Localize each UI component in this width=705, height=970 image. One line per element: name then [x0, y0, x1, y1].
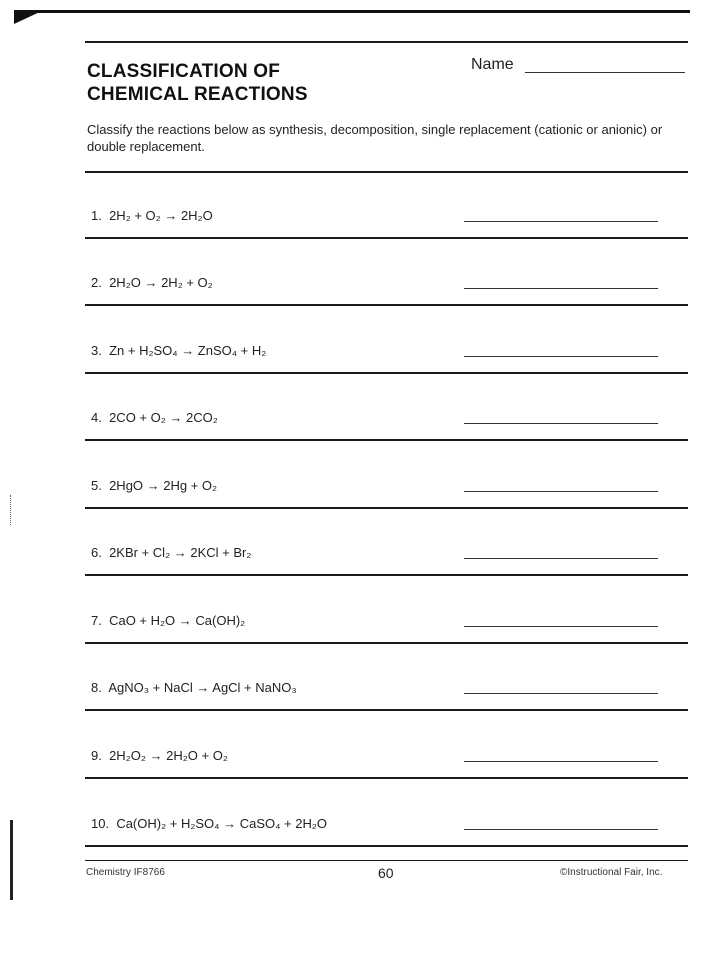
reaction-number: 7.	[91, 613, 102, 628]
row-divider	[85, 439, 688, 441]
reaction-row	[85, 466, 688, 532]
scan-margin-mark	[10, 820, 13, 900]
reaction-number: 2.	[91, 275, 102, 290]
reaction-number: 5.	[91, 478, 102, 493]
answer-line[interactable]	[464, 558, 658, 559]
reaction-formula: Ca(OH)₂ + H₂SO₄ → CaSO₄ + 2H₂O	[116, 816, 327, 831]
reaction-formula: AgNO₃ + NaCl → AgCl + NaNO₃	[108, 680, 297, 695]
reaction-number: 1.	[91, 208, 102, 223]
header-top-rule	[85, 41, 688, 43]
answer-line[interactable]	[464, 221, 658, 222]
reaction-row	[85, 668, 688, 734]
reaction-row	[85, 263, 688, 329]
reaction-row	[85, 196, 688, 262]
reaction-equation	[91, 478, 217, 493]
row-divider	[85, 372, 688, 374]
reaction-formula: 2HgO → 2Hg + O₂	[109, 478, 218, 493]
row-divider	[85, 642, 688, 644]
answer-line[interactable]	[464, 491, 658, 492]
reaction-formula: CaO + H₂O → Ca(OH)₂	[109, 613, 246, 628]
scan-margin-dots	[10, 495, 12, 525]
scan-top-border	[14, 10, 690, 13]
reaction-equation	[91, 410, 218, 425]
reaction-row	[85, 398, 688, 464]
reaction-equation	[91, 208, 213, 223]
reaction-number: 3.	[91, 343, 102, 358]
reaction-number: 10.	[91, 816, 110, 831]
row-divider	[85, 304, 688, 306]
row-divider	[85, 507, 688, 509]
answer-line[interactable]	[464, 423, 658, 424]
worksheet-title	[87, 60, 308, 106]
reaction-formula: Zn + H₂SO₄ → ZnSO₄ + H₂	[109, 343, 267, 358]
instructions-text: Classify the reactions below as synthesis, decomposition, single replacement (cationic or anionic) or double replacement.	[87, 122, 663, 154]
reaction-row	[85, 331, 688, 397]
row-divider	[85, 574, 688, 576]
row-divider	[85, 845, 688, 847]
footer-publisher: ©Instructional Fair, Inc.	[560, 867, 663, 878]
reaction-formula: 2H₂ + O₂ → 2H₂O	[109, 208, 213, 223]
reaction-equation	[91, 680, 297, 695]
reaction-number: 4.	[91, 410, 102, 425]
title-line-1: CLASSIFICATION OF	[87, 61, 281, 82]
reaction-formula: 2CO + O₂ → 2CO₂	[109, 410, 218, 425]
reaction-number: 6.	[91, 545, 102, 560]
page-number: 60	[378, 865, 394, 881]
reaction-equation	[91, 275, 213, 290]
reaction-equation	[91, 343, 266, 358]
reaction-row	[85, 736, 688, 802]
reaction-number: 9.	[91, 748, 102, 763]
reaction-equation	[91, 613, 245, 628]
row-divider	[85, 237, 688, 239]
row-divider	[85, 777, 688, 779]
reaction-number: 8.	[91, 680, 102, 695]
reaction-formula: 2H₂O → 2H₂ + O₂	[109, 275, 213, 290]
name-field[interactable]	[525, 72, 685, 73]
answer-line[interactable]	[464, 761, 658, 762]
answer-line[interactable]	[464, 626, 658, 627]
reaction-formula: 2H₂O₂ → 2H₂O + O₂	[109, 748, 228, 763]
reaction-equation	[91, 816, 327, 831]
instructions-rule	[85, 171, 688, 173]
answer-line[interactable]	[464, 829, 658, 830]
footer-rule	[85, 860, 688, 861]
row-divider	[85, 709, 688, 711]
footer-book-code: Chemistry IF8766	[86, 867, 165, 878]
title-line-2: CHEMICAL REACTIONS	[87, 84, 308, 105]
reaction-row	[85, 533, 688, 599]
answer-line[interactable]	[464, 356, 658, 357]
reaction-equation	[91, 545, 251, 560]
reaction-formula: 2KBr + Cl₂ → 2KCl + Br₂	[109, 545, 252, 560]
answer-line[interactable]	[464, 288, 658, 289]
answer-line[interactable]	[464, 693, 658, 694]
reaction-row	[85, 601, 688, 667]
scan-corner-mark	[14, 10, 44, 24]
reaction-equation	[91, 748, 228, 763]
name-label: Name	[471, 56, 514, 73]
